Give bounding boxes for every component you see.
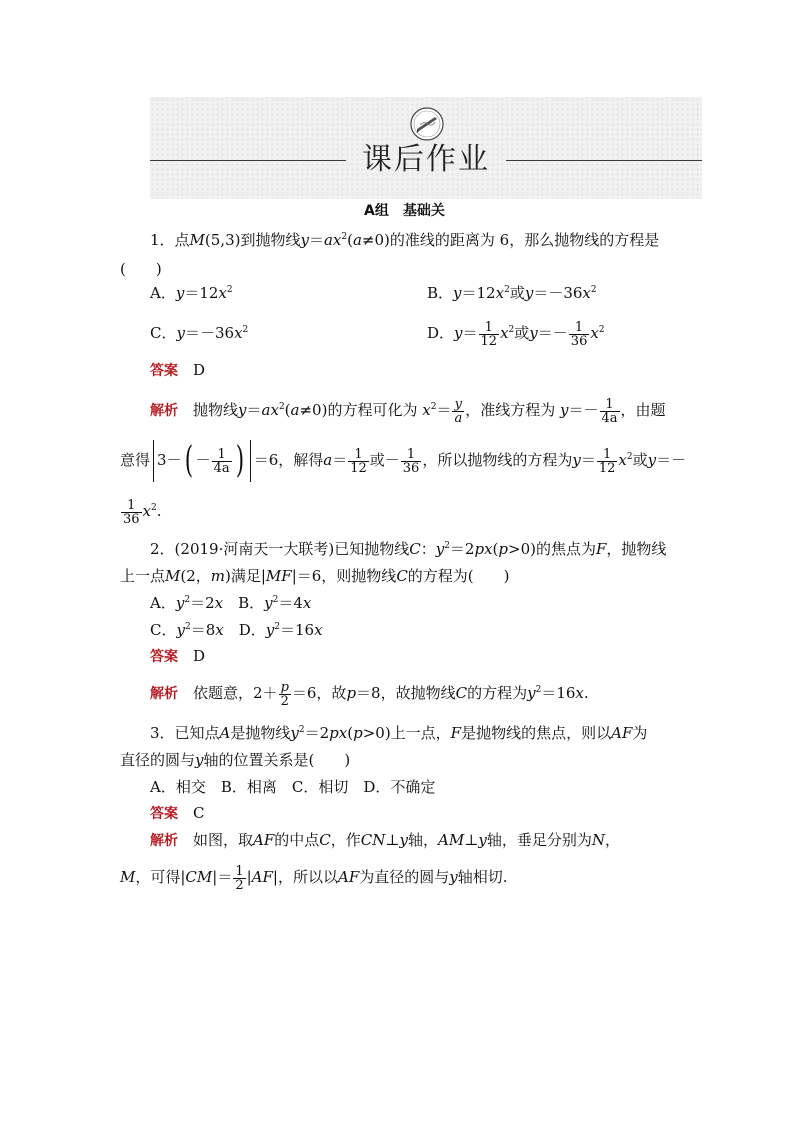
q1-stem-line1: 1．点M(5,3)到抛物线$y=ax^2(a\ne 0)$的准线的距离为 6，那么抛物线的方程是 xyxy=(150,231,660,249)
q2-analysis: 解析 依题意，2＋ $\frac{p}{2}$ ＝6，故p＝8，故抛物线C的方程为$y^2=16x$. xyxy=(150,679,589,709)
q1-option-c[interactable]: C．$y=-36x^2$ xyxy=(150,324,249,342)
pen-logo-icon xyxy=(408,105,446,143)
group-heading: A组 基础关 xyxy=(364,203,445,219)
q1-option-a[interactable]: A．$y=12x^2$ xyxy=(150,284,233,302)
q1-stem-line2: ( ) xyxy=(120,260,162,278)
q3-stem-line2: 直径的圆与y轴的位置关系是( ) xyxy=(120,751,351,769)
q2-options-cd[interactable]: C．$y^2=8x$ D．$y^2=16x$ xyxy=(150,621,323,639)
q2-answer: 答案 D xyxy=(150,647,206,665)
q3-answer: 答案 C xyxy=(150,804,205,822)
homework-banner xyxy=(150,97,702,199)
banner-title: 课后作业 xyxy=(362,142,490,177)
q1-analysis-line3: $\frac{1}{36}$ $x^2$. xyxy=(123,497,162,527)
banner-right-rule xyxy=(506,160,702,161)
q2-stem-line2: 上一点M(2，m)满足|MF|＝6，则抛物线C的方程为( ) xyxy=(120,567,510,585)
q1-analysis-line2: 意得 3－( － $\frac{1}{4a}$ ) ＝6，解得a＝ $\frac{1}{12}$ 或－ $\frac{1}{36}$ ，所以抛物线的方程为y＝ $\frac{1}{12}$ $x^2$或y＝－ xyxy=(120,440,687,481)
q1-option-b[interactable]: B．$y=12x^2$或$y=-36x^2$ xyxy=(427,284,597,302)
q3-analysis-line2: M，可得|CM|＝ $\frac{1}{2}$ |AF|，所以以AF为直径的圆与y轴相切. xyxy=(120,863,508,893)
q3-options[interactable]: A．相交 B．相离 C．相切 D．不确定 xyxy=(150,778,436,796)
q1-analysis-line1: 解析 抛物线$y=ax^2(a\ne 0)$的方程可化为 $x^2=$ $\frac{y}{a}$ ，准线方程为 y＝－ $\frac{1}{4a}$ ，由题 xyxy=(150,396,666,426)
q3-stem-line1: 3．已知点A是抛物线$y^2=2px(p>0)$上一点，F是抛物线的焦点，则以AF为 xyxy=(150,724,648,742)
q2-stem-line1: 2．(2019·河南天一大联考)已知抛物线C：$y^2=2px(p>0)$的焦点为F，抛物线 xyxy=(150,540,667,558)
q1-option-d[interactable]: D．y＝ $\frac{1}{12}$ $x^2$或y＝－ $\frac{1}{36}$ $x^2$ xyxy=(427,319,605,349)
banner-left-rule xyxy=(150,160,346,161)
q3-analysis-line1: 解析 如图，取AF的中点C，作CN⊥y轴，AM⊥y轴，垂足分别为N， xyxy=(150,831,620,849)
q1-answer: 答案 D xyxy=(150,361,206,379)
q2-options-ab[interactable]: A．$y^2=2x$ B．$y^2=4x$ xyxy=(150,594,312,612)
